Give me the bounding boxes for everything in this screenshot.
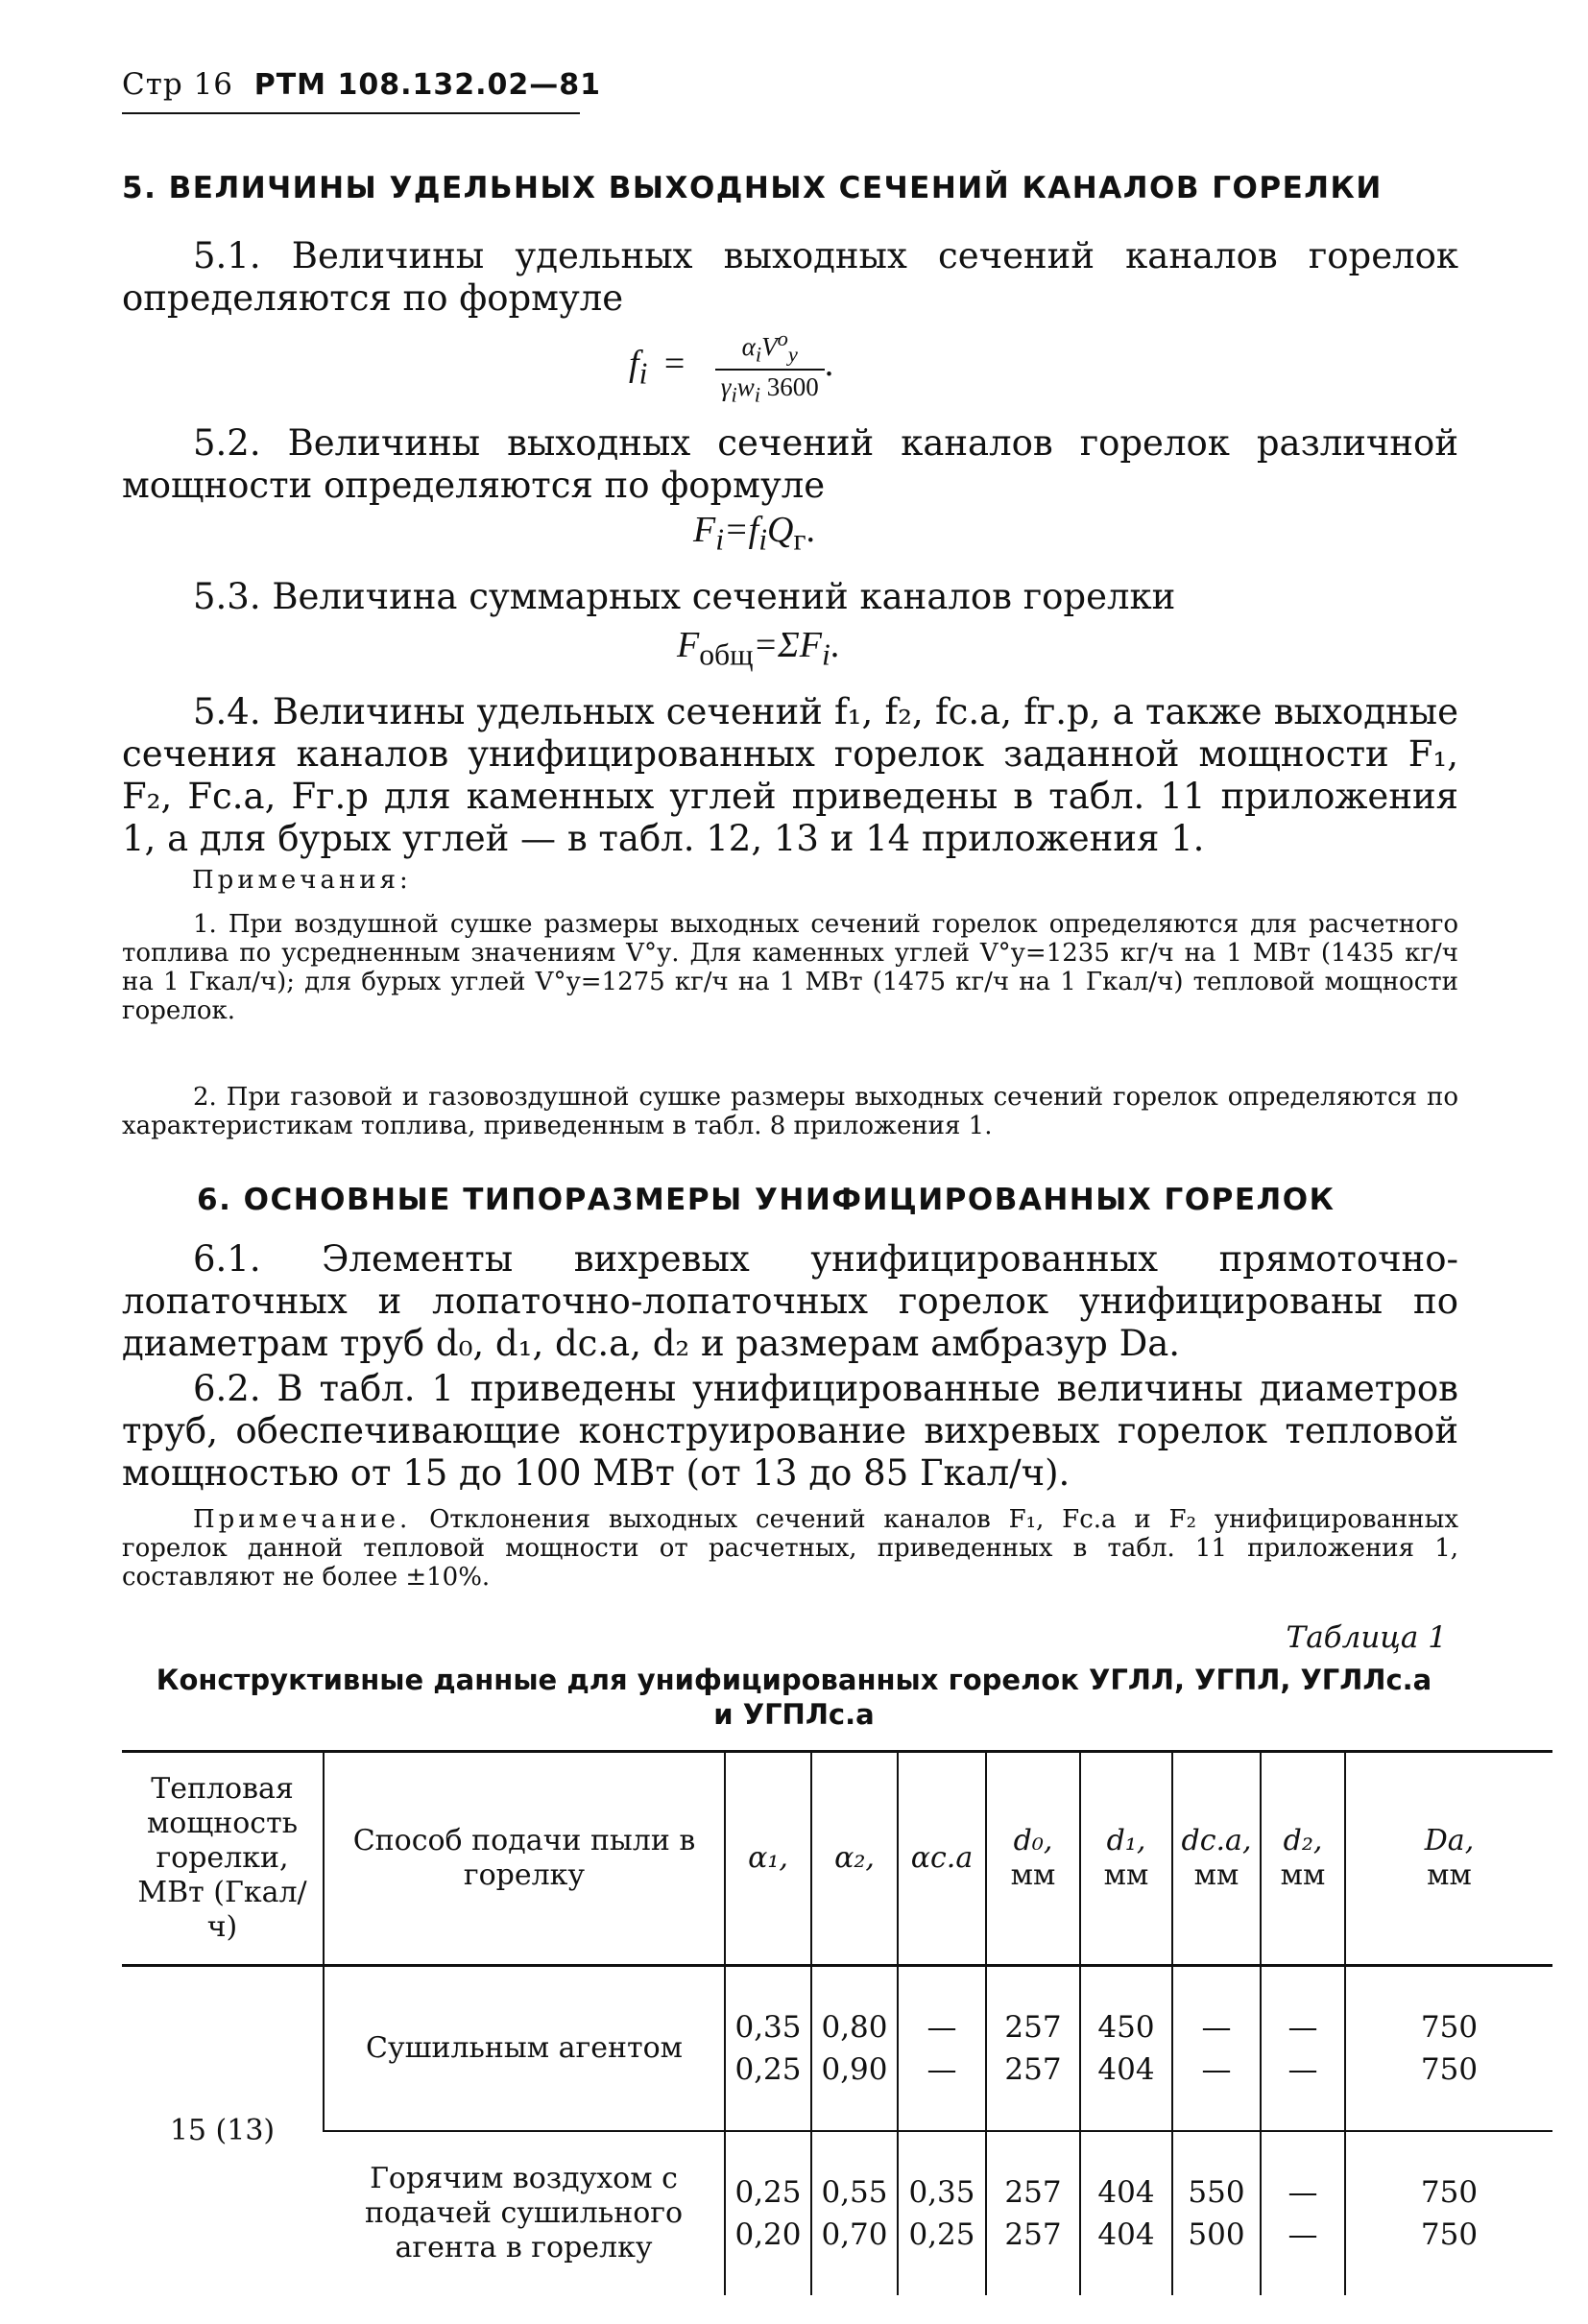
header-d1: d₁, мм (1080, 1752, 1172, 1966)
d1-cell: 450 404 (1080, 1966, 1172, 2132)
header-dca: dс.а, мм (1172, 1752, 1261, 1966)
aca-cell: — — (898, 1966, 986, 2132)
a1-cell: 0,25 0,20 (725, 2131, 811, 2295)
paragraph-5-3: 5.3. Величина суммарных сечений каналов горелки (193, 576, 1176, 617)
table-title (122, 1663, 1466, 1732)
note-6 (122, 1505, 1458, 1592)
paragraph-5-2: 5.2. Величины выходных сечений каналов горелок различной мощности определяются по формуле (122, 422, 1458, 506)
header-a1: α₁, (725, 1752, 811, 1966)
section-6-heading: 6. ОСНОВНЫЕ ТИПОРАЗМЕРЫ УНИФИЦИРОВАННЫХ ГОРЕЛОК (197, 1183, 1335, 1217)
a2-cell: 0,80 0,90 (811, 1966, 898, 2132)
section-5-heading: 5. ВЕЛИЧИНЫ УДЕЛЬНЫХ ВЫХОДНЫХ СЕЧЕНИЙ КАНАЛОВ ГОРЕЛКИ (122, 171, 1383, 205)
document-code: РТМ 108.132.02—81 (253, 68, 602, 102)
table-caption: Таблица 1 (1286, 1620, 1447, 1655)
note-6-text: Отклонения выходных сечений каналов F₁, Fс.а и F₂ унифицированных горелок данной тепловой мощности от расчетных, приведенных в табл. 11 приложения 1, составляют не более ±10%. (122, 1505, 1458, 1592)
power-cell: 15 (13) (169, 2114, 276, 2147)
header-rule (122, 112, 580, 114)
header-power: Тепловая мощность горелки, МВт (Гкал/ч) (137, 1772, 307, 1944)
Da-cell: 750 750 (1345, 2131, 1552, 2295)
table-row (122, 1966, 1552, 2132)
dca-cell: 550 500 (1172, 2131, 1261, 2295)
Da-cell: 750 750 (1345, 1966, 1552, 2132)
header-d2: d₂, мм (1261, 1752, 1345, 1966)
header-mode: Способ подачи пыли в горелку (324, 1752, 725, 1966)
table-title-line-2: и УГПЛс.а (713, 1698, 875, 1731)
table-row (122, 2131, 1552, 2295)
paragraph-5-1: 5.1. Величины удельных выходных сечений каналов горелок определяются по формуле (122, 235, 1458, 319)
d0-cell: 257 257 (986, 1966, 1080, 2132)
table-header-row (122, 1752, 1552, 1966)
note-6-label: Примечание. (193, 1505, 412, 1534)
note-2: 2. При газовой и газовоздушной сушке размеры выходных сечений горелок определяются по характеристикам топлива, приведенным в табл. 8 приложения 1. (122, 1083, 1458, 1140)
page-header (122, 67, 601, 102)
notes-title: Примечания: (192, 866, 412, 895)
header-a2: α₂, (811, 1752, 898, 1966)
paragraph-5-4: 5.4. Величины удельных сечений f₁, f₂, fс.а, fг.р, а также выходные сечения каналов унифицированных горелок заданной мощности F₁, F₂, Fс.а, Fг.р для каменных углей приведены в табл. 11 приложения 1, а для бурых углей — в табл. 12, 13 и 14 приложения 1. (122, 691, 1458, 859)
mode-cell: Сушильным агентом (324, 1966, 725, 2132)
dca-cell: — — (1172, 1966, 1261, 2132)
d2-cell: — — (1261, 2131, 1345, 2295)
header-d0: d₀, мм (986, 1752, 1080, 1966)
d2-cell: — — (1261, 1966, 1345, 2132)
table-title-line-1: Конструктивные данные для унифицированных горелок УГЛЛ, УГПЛ, УГЛЛс.а (156, 1664, 1432, 1696)
a1-cell: 0,35 0,25 (725, 1966, 811, 2132)
note-1: 1. При воздушной сушке размеры выходных сечений горелок определяются для расчетного топлива по усредненным значениям V°у. Для каменных углей V°у=1235 кг/ч на 1 МВт (1435 кг/ч на 1 Гкал/ч); для бурых углей V°у=1275 кг/ч на 1 МВт (1475 кг/ч на 1 Гкал/ч) тепловой мощности горелок. (122, 910, 1458, 1025)
mode-cell: Горячим воздухом с подачей сушильного агента в горелку (364, 2162, 684, 2264)
a2-cell: 0,55 0,70 (811, 2131, 898, 2295)
aca-cell: 0,35 0,25 (898, 2131, 986, 2295)
formula-fraction: $\frac{\alpha_iV^o_у}{\gamma_iw_i 3600}$ (715, 326, 825, 408)
d0-cell: 257 257 (986, 2131, 1080, 2295)
header-Da: Dа, мм (1345, 1752, 1552, 1966)
header-aca: αс.а (898, 1752, 986, 1966)
formula-fi: $f_i$ = $\frac{\alpha_iV^o_у}{\gamma_iw_i 3600}$ . (629, 326, 834, 407)
design-data-table (122, 1750, 1552, 2295)
formula-Ftotal: $F_{общ}=\Sigma F_i$. (677, 625, 840, 672)
d1-cell: 404 404 (1080, 2131, 1172, 2295)
paragraph-6-2: 6.2. В табл. 1 приведены унифицированные величины диаметров труб, обеспечивающие конструирование вихревых горелок тепловой мощностью от 15 до 100 МВт (от 13 до 85 Гкал/ч). (122, 1368, 1458, 1494)
paragraph-6-1: 6.1. Элементы вихревых унифицированных прямоточно-лопаточных и лопаточно-лопаточных горелок унифицированы по диаметрам труб d₀, d₁, dс.а, d₂ и размерам амбразур Dа. (122, 1238, 1458, 1364)
formula-Fi: $F_i=f_iQ_г$. (693, 510, 815, 557)
page-number: Стр 16 (122, 67, 234, 102)
